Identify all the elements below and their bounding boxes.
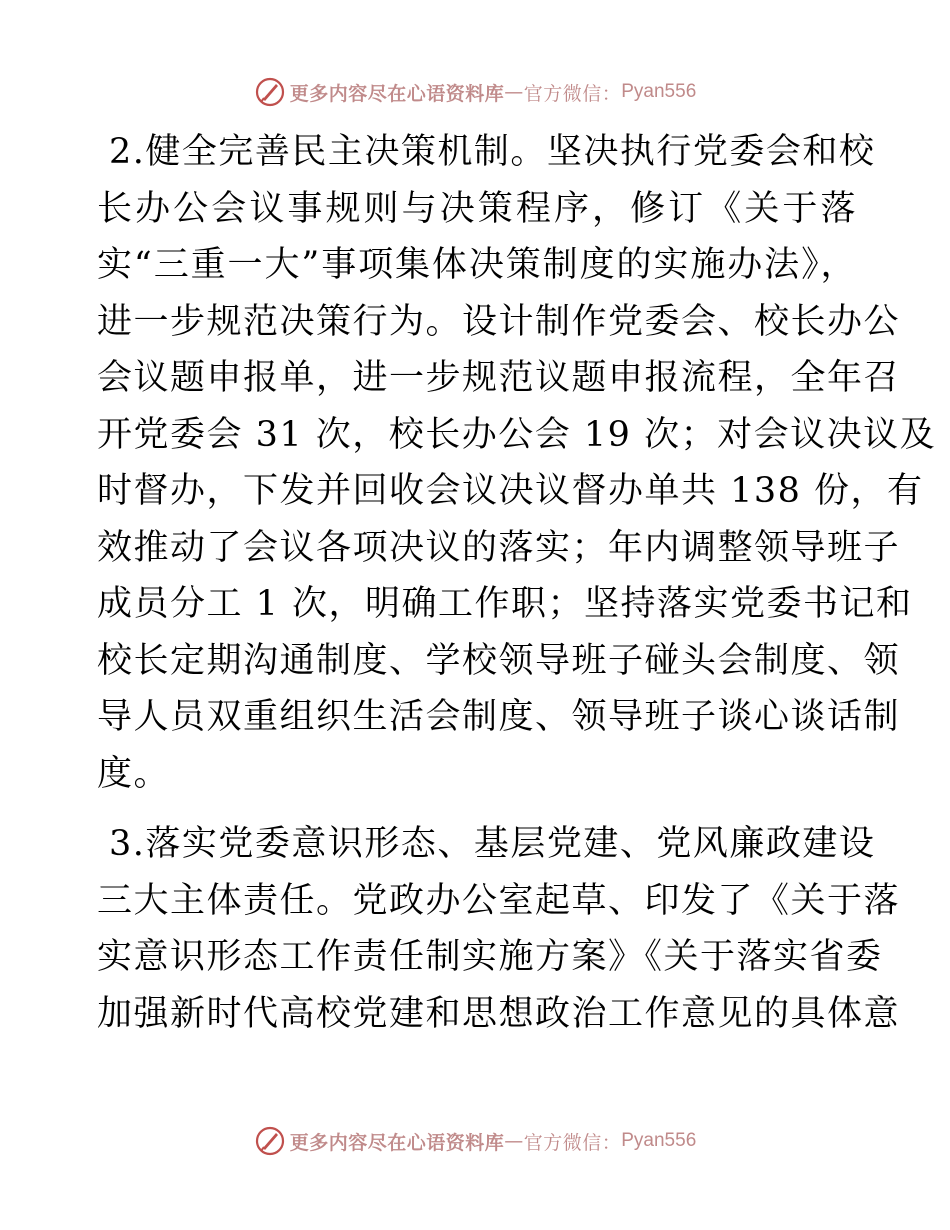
text-line: 实“三重一大”事项集体决策制度的实施办法》， bbox=[97, 245, 857, 285]
watermark-dash: — bbox=[504, 81, 524, 103]
text-line: 2.健全完善民主决策机制。坚决执行党委会和校 bbox=[109, 132, 876, 172]
header-watermark bbox=[0, 72, 950, 112]
watermark-wechat-label: 官方微信： bbox=[523, 1131, 622, 1154]
paragraph-2 bbox=[97, 124, 937, 802]
watermark-wechat-label: 官方微信： bbox=[523, 82, 622, 105]
text-line: 开党委会 31 次，校长办公会 19 次；对会议决议及 bbox=[97, 414, 937, 455]
document-body bbox=[97, 124, 937, 1042]
text-line: 度。 bbox=[97, 753, 171, 794]
quill-logo-icon bbox=[254, 76, 286, 108]
text-line: 成员分工 1 次，明确工作职；坚持落实党委书记和 bbox=[97, 584, 913, 624]
text-line: 实意识形态工作责任制实施方案》《关于落实省委 bbox=[97, 937, 883, 977]
watermark-site: 更多内容尽在心语资料库 bbox=[289, 1131, 505, 1154]
text-line: 时督办，下发并回收会议决议督办单共 138 份，有 bbox=[97, 471, 924, 511]
text-line: 校长定期沟通制度、学校领导班子碰头会制度、领 bbox=[97, 640, 901, 681]
paragraph-3 bbox=[97, 816, 901, 1042]
text-line: 三大主体责任。党政办公室起草、印发了《关于落 bbox=[97, 880, 901, 921]
watermark-wechat-id: Pyan556 bbox=[621, 81, 697, 102]
text-line: 导人员双重组织生活会制度、领导班子谈心谈话制 bbox=[97, 697, 901, 737]
watermark-wechat-id: Pyan556 bbox=[621, 1130, 697, 1151]
watermark-dash: — bbox=[504, 1130, 524, 1152]
text-line: 加强新时代高校党建和思想政治工作意见的具体意 bbox=[97, 993, 901, 1034]
text-line: 3.落实党委意识形态、基层党建、党风廉政建设 bbox=[109, 824, 876, 864]
footer-watermark bbox=[0, 1121, 950, 1161]
quill-logo-icon bbox=[254, 1125, 286, 1157]
watermark-site: 更多内容尽在心语资料库 bbox=[289, 82, 505, 105]
text-line: 进一步规范决策行为。设计制作党委会、校长办公 bbox=[97, 301, 901, 342]
text-line: 效推动了会议各项决议的落实；年内调整领导班子 bbox=[97, 527, 901, 568]
text-line: 长办公会议事规则与决策程序，修订《关于落 bbox=[97, 188, 857, 229]
text-line: 会议题申报单，进一步规范议题申报流程，全年召 bbox=[97, 358, 901, 398]
